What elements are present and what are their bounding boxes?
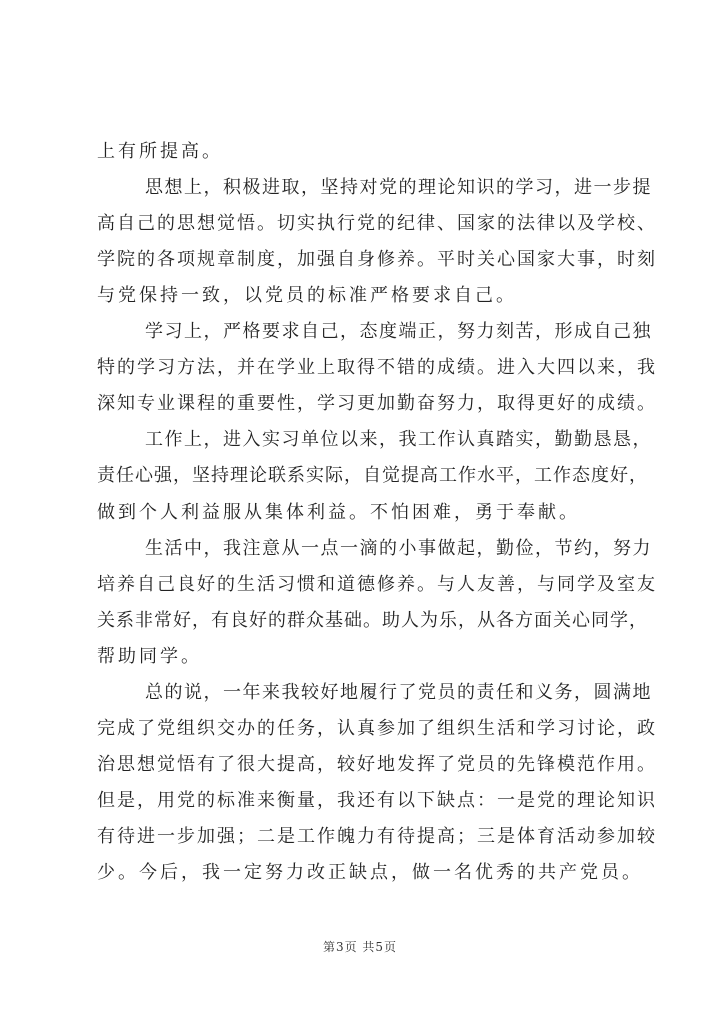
text-line: 与党保持一致，以党员的标准严格要求自己。: [97, 285, 517, 307]
page-number-footer: 第3页 共5页: [322, 940, 398, 954]
text-line: 少。今后，我一定努力改正缺点，做一名优秀的共产党员。: [97, 862, 643, 883]
text-line: 上有所提高。: [97, 141, 223, 162]
text-line: 责任心强，坚持理论联系实际，自觉提高工作水平，工作态度好，: [97, 465, 648, 487]
text-line: 学习上，严格要求自己，态度端正，努力刻苦，形成自己独: [145, 321, 652, 343]
text-line: 生活中，我注意从一点一滴的小事做起，勤俭，节约，努力: [145, 537, 652, 559]
text-line: 但是，用党的标准来衡量，我还有以下缺点：一是党的理论知识: [97, 789, 657, 811]
text-line: 深知专业课程的重要性，学习更加勤奋努力，取得更好的成绩。: [97, 393, 657, 415]
text-line: 帮助同学。: [97, 645, 202, 667]
text-line: 特的学习方法，并在学业上取得不错的成绩。进入大四以来，我: [97, 357, 657, 379]
text-line: 关系非常好，有良好的群众基础。助人为乐，从各方面关心同学，: [97, 609, 648, 631]
text-line: 高自己的思想觉悟。切实执行党的纪律、国家的法律以及学校、: [97, 213, 657, 235]
text-line: 总的说，一年来我较好地履行了党员的责任和义务，圆满地: [145, 681, 652, 703]
text-line: 工作上，进入实习单位以来，我工作认真踏实，勤勤恳恳，: [145, 429, 652, 451]
text-line: 培养自己良好的生活习惯和道德修养。与人友善，与同学及室友: [97, 573, 657, 595]
text-line: 有待进一步加强；二是工作魄力有待提高；三是体育活动参加较: [97, 825, 657, 847]
text-line: 治思想觉悟有了很大提高，较好地发挥了党员的先锋模范作用。: [97, 753, 657, 775]
text-line: 完成了党组织交办的任务，认真参加了组织生活和学习讨论，政: [97, 717, 657, 739]
text-line: 做到个人利益服从集体利益。不怕困难，勇于奉献。: [97, 501, 580, 523]
text-line: 学院的各项规章制度，加强自身修养。平时关心国家大事，时刻: [97, 249, 657, 271]
text-line: 思想上，积极进取，坚持对党的理论知识的学习，进一步提: [145, 177, 652, 199]
